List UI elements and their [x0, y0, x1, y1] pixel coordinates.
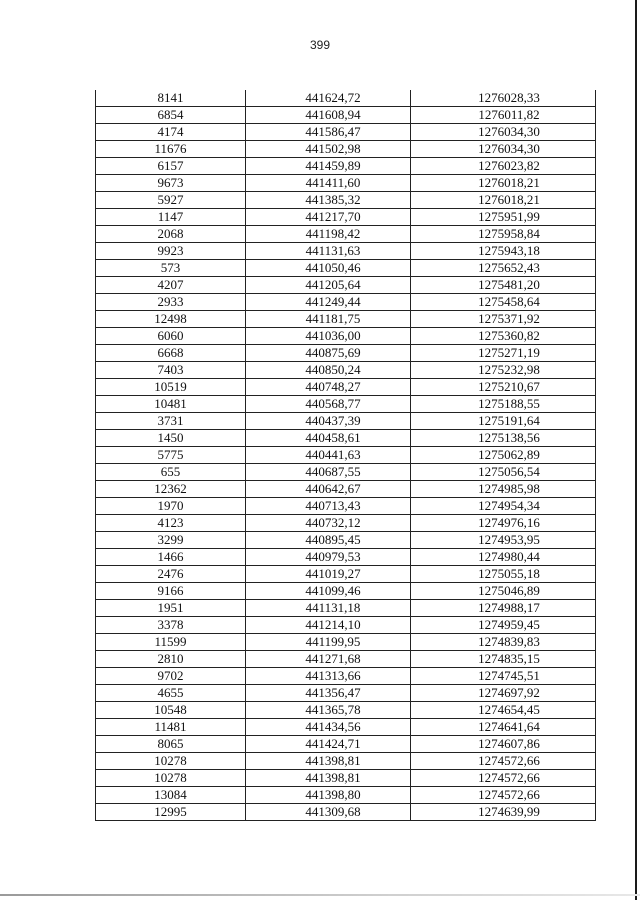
x-coordinate-cell: 441205,64 — [246, 277, 411, 294]
y-coordinate-cell: 1276011,82 — [411, 107, 596, 124]
table-row — [96, 736, 596, 753]
x-coordinate-cell: 441411,60 — [246, 175, 411, 192]
y-coordinate-cell: 1276023,82 — [411, 158, 596, 175]
table-row — [96, 226, 596, 243]
point-number-cell: 9166 — [96, 583, 246, 600]
y-coordinate-cell: 1274954,34 — [411, 498, 596, 515]
point-number-cell: 1466 — [96, 549, 246, 566]
y-coordinate-cell: 1274572,66 — [411, 787, 596, 804]
table-row — [96, 158, 596, 175]
point-number-cell: 12995 — [96, 804, 246, 821]
table-row — [96, 107, 596, 124]
table-row — [96, 362, 596, 379]
point-number-cell: 4655 — [96, 685, 246, 702]
x-coordinate-cell: 441131,63 — [246, 243, 411, 260]
table-row — [96, 464, 596, 481]
table-row — [96, 209, 596, 226]
coordinates-table — [95, 90, 596, 821]
x-coordinate-cell: 441434,56 — [246, 719, 411, 736]
x-coordinate-cell: 441424,71 — [246, 736, 411, 753]
point-number-cell: 5927 — [96, 192, 246, 209]
point-number-cell: 5775 — [96, 447, 246, 464]
y-coordinate-cell: 1274988,17 — [411, 600, 596, 617]
table-row — [96, 804, 596, 821]
y-coordinate-cell: 1274641,64 — [411, 719, 596, 736]
x-coordinate-cell: 441249,44 — [246, 294, 411, 311]
x-coordinate-cell: 440568,77 — [246, 396, 411, 413]
y-coordinate-cell: 1276034,30 — [411, 141, 596, 158]
y-coordinate-cell: 1274654,45 — [411, 702, 596, 719]
table-row — [96, 753, 596, 770]
point-number-cell: 10481 — [96, 396, 246, 413]
y-coordinate-cell: 1274980,44 — [411, 549, 596, 566]
point-number-cell: 11599 — [96, 634, 246, 651]
table-row — [96, 787, 596, 804]
y-coordinate-cell: 1274976,16 — [411, 515, 596, 532]
y-coordinate-cell: 1275138,56 — [411, 430, 596, 447]
table-row — [96, 396, 596, 413]
point-number-cell: 7403 — [96, 362, 246, 379]
x-coordinate-cell: 441309,68 — [246, 804, 411, 821]
point-number-cell: 6668 — [96, 345, 246, 362]
table-row — [96, 600, 596, 617]
y-coordinate-cell: 1274835,15 — [411, 651, 596, 668]
point-number-cell: 6060 — [96, 328, 246, 345]
y-coordinate-cell: 1274572,66 — [411, 770, 596, 787]
y-coordinate-cell: 1275188,55 — [411, 396, 596, 413]
table-row — [96, 277, 596, 294]
y-coordinate-cell: 1274607,86 — [411, 736, 596, 753]
coordinates-table-body — [96, 90, 596, 821]
point-number-cell: 10278 — [96, 753, 246, 770]
x-coordinate-cell: 441398,81 — [246, 753, 411, 770]
table-row — [96, 260, 596, 277]
point-number-cell: 13084 — [96, 787, 246, 804]
table-row — [96, 311, 596, 328]
x-coordinate-cell: 440441,63 — [246, 447, 411, 464]
table-row — [96, 515, 596, 532]
table-row — [96, 413, 596, 430]
point-number-cell: 2068 — [96, 226, 246, 243]
table-row — [96, 328, 596, 345]
table-row — [96, 175, 596, 192]
x-coordinate-cell: 440732,12 — [246, 515, 411, 532]
x-coordinate-cell: 441099,46 — [246, 583, 411, 600]
table-row — [96, 549, 596, 566]
page-edge-right — [635, 0, 637, 900]
y-coordinate-cell: 1276018,21 — [411, 175, 596, 192]
y-coordinate-cell: 1275360,82 — [411, 328, 596, 345]
table-row — [96, 379, 596, 396]
x-coordinate-cell: 441217,70 — [246, 209, 411, 226]
y-coordinate-cell: 1275191,64 — [411, 413, 596, 430]
y-coordinate-cell: 1275271,19 — [411, 345, 596, 362]
point-number-cell: 4207 — [96, 277, 246, 294]
table-row — [96, 532, 596, 549]
y-coordinate-cell: 1274697,92 — [411, 685, 596, 702]
point-number-cell: 8141 — [96, 90, 246, 107]
y-coordinate-cell: 1275055,18 — [411, 566, 596, 583]
point-number-cell: 12498 — [96, 311, 246, 328]
table-row — [96, 243, 596, 260]
table-row — [96, 583, 596, 600]
y-coordinate-cell: 1274985,98 — [411, 481, 596, 498]
table-row — [96, 617, 596, 634]
x-coordinate-cell: 441131,18 — [246, 600, 411, 617]
x-coordinate-cell: 441398,81 — [246, 770, 411, 787]
y-coordinate-cell: 1275458,64 — [411, 294, 596, 311]
x-coordinate-cell: 441586,47 — [246, 124, 411, 141]
point-number-cell: 573 — [96, 260, 246, 277]
point-number-cell: 6157 — [96, 158, 246, 175]
point-number-cell: 3378 — [96, 617, 246, 634]
x-coordinate-cell: 441356,47 — [246, 685, 411, 702]
x-coordinate-cell: 441181,75 — [246, 311, 411, 328]
y-coordinate-cell: 1276034,30 — [411, 124, 596, 141]
page-number: 399 — [309, 38, 331, 52]
x-coordinate-cell: 441214,10 — [246, 617, 411, 634]
y-coordinate-cell: 1275958,84 — [411, 226, 596, 243]
point-number-cell: 10548 — [96, 702, 246, 719]
x-coordinate-cell: 441019,27 — [246, 566, 411, 583]
x-coordinate-cell: 441198,42 — [246, 226, 411, 243]
y-coordinate-cell: 1275481,20 — [411, 277, 596, 294]
x-coordinate-cell: 440713,43 — [246, 498, 411, 515]
y-coordinate-cell: 1274959,45 — [411, 617, 596, 634]
x-coordinate-cell: 440642,67 — [246, 481, 411, 498]
x-coordinate-cell: 441313,66 — [246, 668, 411, 685]
point-number-cell: 4123 — [96, 515, 246, 532]
point-number-cell: 4174 — [96, 124, 246, 141]
point-number-cell: 1951 — [96, 600, 246, 617]
table-row — [96, 345, 596, 362]
x-coordinate-cell: 441385,32 — [246, 192, 411, 209]
table-row — [96, 498, 596, 515]
point-number-cell: 10519 — [96, 379, 246, 396]
table-row — [96, 294, 596, 311]
x-coordinate-cell: 440979,53 — [246, 549, 411, 566]
table-row — [96, 124, 596, 141]
x-coordinate-cell: 441459,89 — [246, 158, 411, 175]
y-coordinate-cell: 1274839,83 — [411, 634, 596, 651]
x-coordinate-cell: 441271,68 — [246, 651, 411, 668]
point-number-cell: 2933 — [96, 294, 246, 311]
point-number-cell: 3731 — [96, 413, 246, 430]
y-coordinate-cell: 1275951,99 — [411, 209, 596, 226]
x-coordinate-cell: 441624,72 — [246, 90, 411, 107]
table-row — [96, 668, 596, 685]
table-row — [96, 90, 596, 107]
x-coordinate-cell: 441036,00 — [246, 328, 411, 345]
table-row — [96, 719, 596, 736]
table-row — [96, 447, 596, 464]
point-number-cell: 9923 — [96, 243, 246, 260]
table-row — [96, 566, 596, 583]
point-number-cell: 2810 — [96, 651, 246, 668]
x-coordinate-cell: 440850,24 — [246, 362, 411, 379]
x-coordinate-cell: 441502,98 — [246, 141, 411, 158]
table-row — [96, 651, 596, 668]
point-number-cell: 10278 — [96, 770, 246, 787]
x-coordinate-cell: 440895,45 — [246, 532, 411, 549]
point-number-cell: 1450 — [96, 430, 246, 447]
y-coordinate-cell: 1276028,33 — [411, 90, 596, 107]
y-coordinate-cell: 1275062,89 — [411, 447, 596, 464]
y-coordinate-cell: 1274639,99 — [411, 804, 596, 821]
point-number-cell: 9673 — [96, 175, 246, 192]
y-coordinate-cell: 1274745,51 — [411, 668, 596, 685]
point-number-cell: 1147 — [96, 209, 246, 226]
x-coordinate-cell: 441365,78 — [246, 702, 411, 719]
x-coordinate-cell: 441050,46 — [246, 260, 411, 277]
y-coordinate-cell: 1274953,95 — [411, 532, 596, 549]
y-coordinate-cell: 1275210,67 — [411, 379, 596, 396]
x-coordinate-cell: 441608,94 — [246, 107, 411, 124]
y-coordinate-cell: 1275232,98 — [411, 362, 596, 379]
table-row — [96, 141, 596, 158]
y-coordinate-cell: 1275056,54 — [411, 464, 596, 481]
point-number-cell: 6854 — [96, 107, 246, 124]
table-row — [96, 481, 596, 498]
y-coordinate-cell: 1275943,18 — [411, 243, 596, 260]
x-coordinate-cell: 440687,55 — [246, 464, 411, 481]
table-row — [96, 685, 596, 702]
x-coordinate-cell: 440458,61 — [246, 430, 411, 447]
x-coordinate-cell: 441199,95 — [246, 634, 411, 651]
point-number-cell: 9702 — [96, 668, 246, 685]
point-number-cell: 12362 — [96, 481, 246, 498]
point-number-cell: 1970 — [96, 498, 246, 515]
point-number-cell: 655 — [96, 464, 246, 481]
x-coordinate-cell: 440875,69 — [246, 345, 411, 362]
page-edge-bottom — [0, 894, 640, 896]
y-coordinate-cell: 1275046,89 — [411, 583, 596, 600]
point-number-cell: 2476 — [96, 566, 246, 583]
table-row — [96, 702, 596, 719]
y-coordinate-cell: 1275371,92 — [411, 311, 596, 328]
point-number-cell: 11481 — [96, 719, 246, 736]
point-number-cell: 3299 — [96, 532, 246, 549]
table-row — [96, 634, 596, 651]
point-number-cell: 8065 — [96, 736, 246, 753]
x-coordinate-cell: 440437,39 — [246, 413, 411, 430]
table-row — [96, 770, 596, 787]
x-coordinate-cell: 440748,27 — [246, 379, 411, 396]
x-coordinate-cell: 441398,80 — [246, 787, 411, 804]
table-row — [96, 192, 596, 209]
y-coordinate-cell: 1276018,21 — [411, 192, 596, 209]
y-coordinate-cell: 1274572,66 — [411, 753, 596, 770]
y-coordinate-cell: 1275652,43 — [411, 260, 596, 277]
table-row — [96, 430, 596, 447]
point-number-cell: 11676 — [96, 141, 246, 158]
